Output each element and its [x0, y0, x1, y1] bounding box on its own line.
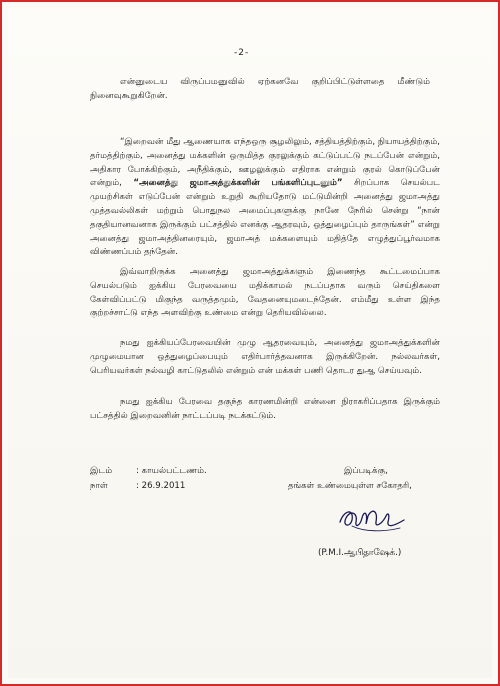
paragraph-2 — [90, 136, 440, 260]
place-line — [90, 464, 207, 479]
closing-salutation: இப்படிக்கு, — [344, 466, 388, 476]
paragraph-3 — [90, 266, 440, 321]
closing-block — [288, 464, 468, 494]
signatory-name: (P.M.I.ஆபிதாஷேக்.) — [318, 548, 402, 558]
paragraph-2-text-a: “இறைவன் மீது ஆணையாக எந்தஒரு சூழலிலும், சத்தியத்திற்கும், நியாயத்திற்கும், தர்மத்திற்கும், அனைத்து மக்களின் ஒருமித்த குரலுக்கும் கட்டுப்பட்டு நடப்பேன் என்றும், அதிகார போக்கிற்கும், அநீதிக்கும், ஊழலுக்கும் எதிராக என்றும் குரல் கொடுப்பேன் என்றும், — [90, 137, 440, 189]
date-label: நாள் — [90, 481, 108, 491]
paragraph-4-text: நமது ஐக்கியப்பேரவையின் முழு ஆதரவையும், அனைத்து ஜமாஅத்துக்களின் முழுமையான ஒத்துழைப்பையும் எதிர்பார்த்தவனாக இருக்கிறேன். நல்லவர்கள், பெரியவர்கள் நல்வழி காட்டுதலில் என்றும் என் மக்கள் பணி தொடர துஆ செய்யவும். — [90, 338, 440, 376]
paragraph-2-bold-phrase: “அனைத்து ஜமாஅத்துக்களின் பங்களிப்புடனும்” — [133, 178, 343, 189]
place-label: இடம் — [90, 466, 113, 476]
paragraph-1 — [90, 76, 430, 104]
place-date-block — [90, 464, 207, 494]
place-value: : காயல்பட்டணம். — [136, 466, 207, 476]
date-value: : 26.9.2011 — [136, 481, 186, 491]
paragraph-5 — [90, 396, 440, 424]
letter-page — [8, 8, 492, 678]
paragraph-1-text: என்னுடைய விருப்பமனுவில் ஏற்கனவே குறிப்பிட்டுள்ளதை மீண்டும் நினைவுகூறுகிறேன். — [90, 77, 430, 101]
yours-faithfully: தங்கள் உண்மையுள்ள சகோதரி, — [288, 481, 412, 491]
paragraph-3-text: இவ்வாறிருக்க அனைத்து ஜமாஅத்துக்களும் இணைந்த கூட்டமைப்பாக செயல்படும் ஐக்கிய பேரவையை மதிக்காமல் நடப்பதாக வரும் செய்திகளை கேள்விப்பட்டு மிகுந்த வருத்தமும், வேதனையுமடைந்தேன். எம்மீது உள்ள இந்த குற்றச்சாட்டு எந்த அளவிற்கு உண்மை என்று தெரியவில்லை. — [90, 267, 440, 319]
date-line — [90, 479, 207, 494]
handwritten-signature — [334, 502, 410, 536]
paragraph-2-text-b: சிறப்பாக செயல்பட முயற்சிகள் எடுப்பேன் என்றும் உறுதி கூறியதோடு மட்டுமின்றி அனைத்து ஜமாஅத்து முத்தவல்லிகள் மற்றும் பொதுநல அமைப்புகளுக்கு நானே நேரில் சென்று “நான் தகுதியானவனாக இருக்கும் பட்சத்தில் எனக்கு ஆதரவும், ஒத்துழைப்பும் தாருங்கள்” என்று அனைத்து ஜமாஅத்தினரையும், ஜமாஅத் மக்களையும் மதித்தே எழுத்துப்பூர்வமாக விண்ணப்பம் தந்தேன். — [90, 178, 440, 258]
page-number: -2- — [234, 48, 250, 58]
paragraph-4 — [90, 337, 440, 378]
paragraph-5-text: நமது ஐக்கிய பேரவை தகுந்த காரணமின்றி என்னை நிராகரிப்பதாக இருக்கும் பட்சத்தில் இறைவனின் நாட்டப்படி நடக்கட்டும். — [90, 397, 440, 421]
